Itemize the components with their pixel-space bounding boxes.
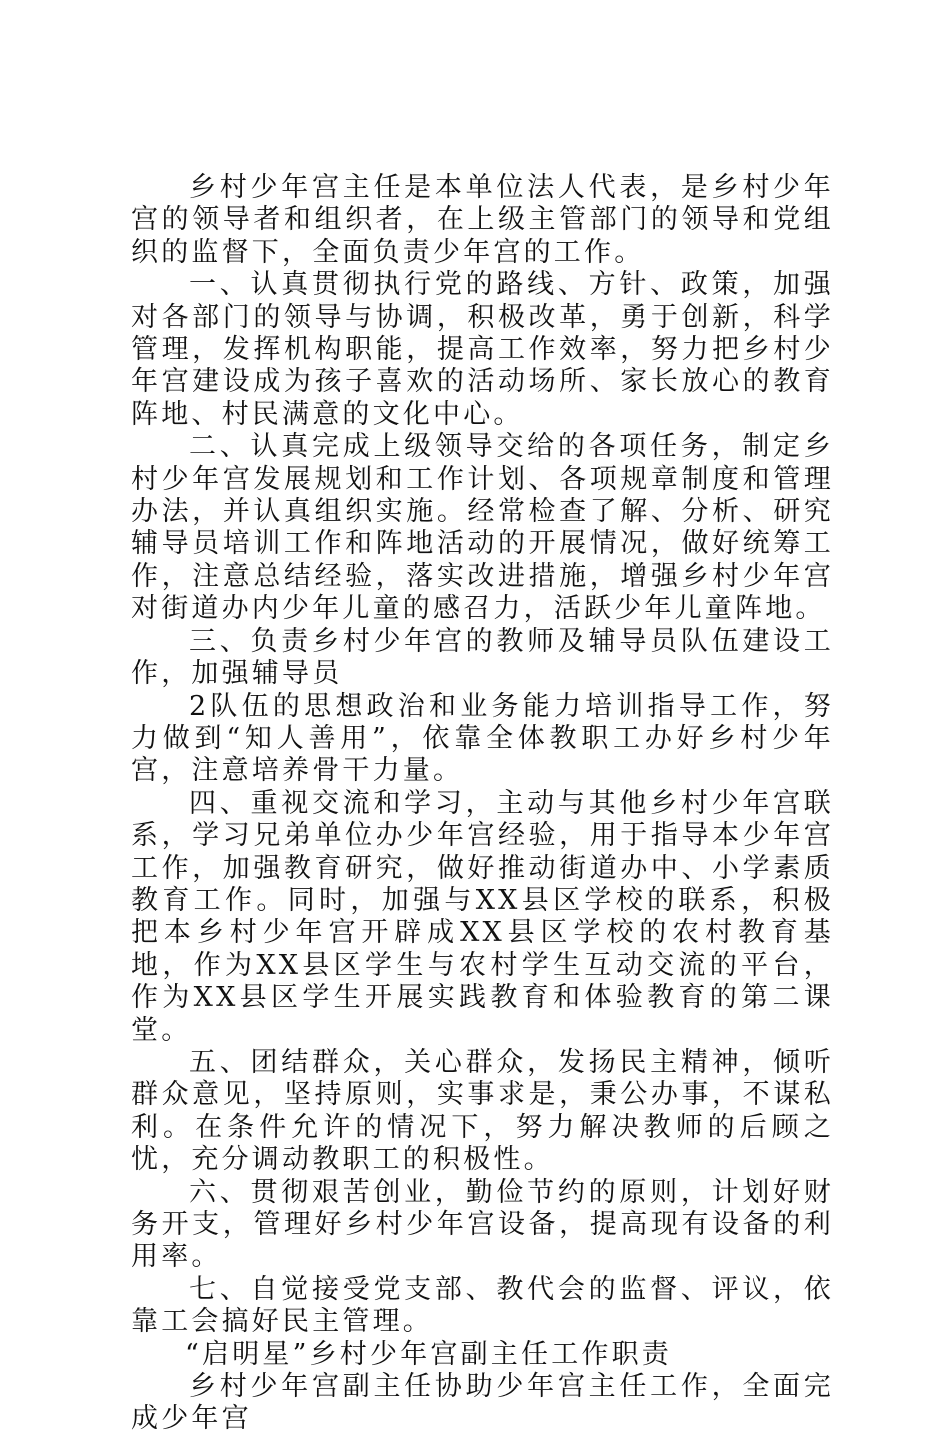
- paragraph-item-3-continued: 2队伍的思想政治和业务能力培训指导工作，努力做到“知人善用”，依靠全体教职工办好乡村少年宫，注意培养骨干力量。: [131, 690, 834, 787]
- paragraph-item-1: 一、认真贯彻执行党的路线、方针、政策，加强对各部门的领导与协调，积极改革，勇于创新，科学管理，发挥机构职能，提高工作效率，努力把乡村少年宫建设成为孩子喜欢的活动场所、家长放心的教育阵地、村民满意的文化中心。: [131, 269, 834, 430]
- document-body: [131, 172, 834, 1436]
- paragraph-item-4: 四、重视交流和学习，主动与其他乡村少年宫联系，学习兄弟单位办少年宫经验，用于指导本少年宫工作，加强教育研究，做好推动街道办中、小学素质教育工作。同时，加强与XX县区学校的联系，积极把本乡村少年宫开辟成XX县区学校的农村教育基地，作为XX县区学生与农村学生互动交流的平台，作为XX县区学生开展实践教育和体验教育的第二课堂。: [131, 787, 834, 1046]
- paragraph-item-5: 五、团结群众，关心群众，发扬民主精神，倾听群众意见，坚持原则，实事求是，秉公办事，不谋私利。在条件允许的情况下，努力解决教师的后顾之忧，充分调动教职工的积极性。: [131, 1046, 834, 1176]
- paragraph-deputy-intro: 乡村少年宫副主任协助少年宫主任工作，全面完成少年宫: [131, 1371, 834, 1435]
- paragraph-item-7: 七、自觉接受党支部、教代会的监督、评议，依靠工会搞好民主管理。: [131, 1273, 834, 1338]
- paragraph-item-6: 六、贯彻艰苦创业，勤俭节约的原则，计划好财务开支，管理好乡村少年宫设备，提高现有设备的利用率。: [131, 1176, 834, 1273]
- paragraph-item-3: 三、负责乡村少年宫的教师及辅导员队伍建设工作，加强辅导员: [131, 625, 834, 690]
- paragraph-item-2: 二、认真完成上级领导交给的各项任务，制定乡村少年宫发展规划和工作计划、各项规章制度和管理办法，并认真组织实施。经常检查了解、分析、研究辅导员培训工作和阵地活动的开展情况，做好统筹工作，注意总结经验，落实改进措施，增强乡村少年宫对街道办内少年儿童的感召力，活跃少年儿童阵地。: [131, 431, 834, 625]
- section-heading: “启明星”乡村少年宫副主任工作职责: [185, 1338, 673, 1370]
- paragraph-intro: 乡村少年宫主任是本单位法人代表，是乡村少年宫的领导者和组织者，在上级主管部门的领导和党组织的监督下，全面负责少年宫的工作。: [131, 172, 834, 268]
